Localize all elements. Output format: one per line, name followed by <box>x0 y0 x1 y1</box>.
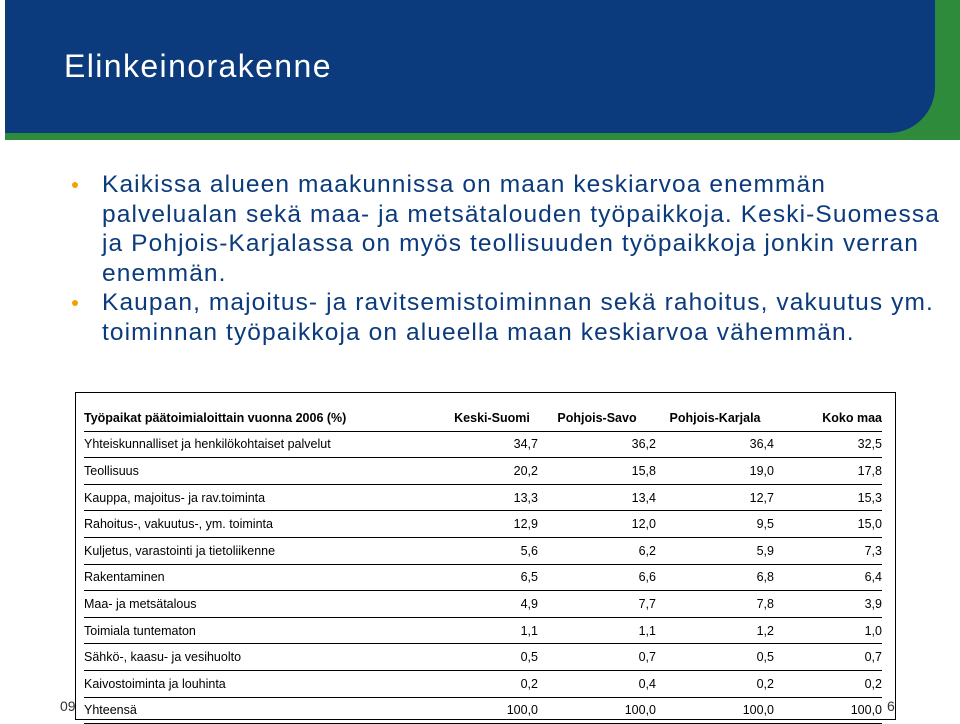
footer-date: 09 <box>60 698 76 714</box>
table-row <box>84 617 882 644</box>
table-row <box>84 511 882 538</box>
value-cell: 1,1 <box>538 617 656 644</box>
bullet-dot-icon <box>72 300 78 306</box>
value-cell: 1,0 <box>774 617 882 644</box>
value-cell: 34,7 <box>446 431 538 458</box>
value-cell: 7,3 <box>774 537 882 564</box>
table-header-row <box>84 405 882 431</box>
table-row <box>84 431 882 458</box>
bullet-item <box>72 170 942 288</box>
row-label-cell: Kauppa, majoitus- ja rav.toiminta <box>84 484 446 511</box>
row-label-cell: Kaivostoiminta ja louhinta <box>84 670 446 697</box>
value-cell: 5,9 <box>656 537 774 564</box>
value-cell: 0,2 <box>656 670 774 697</box>
value-cell: 7,8 <box>656 591 774 618</box>
value-cell: 100,0 <box>538 697 656 724</box>
value-cell: 5,6 <box>446 537 538 564</box>
value-cell: 100,0 <box>656 697 774 724</box>
value-cell: 15,0 <box>774 511 882 538</box>
table-row <box>84 591 882 618</box>
value-cell: 13,4 <box>538 484 656 511</box>
value-cell: 15,8 <box>538 458 656 485</box>
value-cell: 0,4 <box>538 670 656 697</box>
table-header-cell: Pohjois-Karjala <box>656 405 774 431</box>
row-label-cell: Rakentaminen <box>84 564 446 591</box>
bullet-dot-icon <box>72 182 78 188</box>
row-label-cell: Sähkö-, kaasu- ja vesihuolto <box>84 644 446 671</box>
value-cell: 13,3 <box>446 484 538 511</box>
table-row <box>84 537 882 564</box>
table-row <box>84 697 882 724</box>
table-header-cell: Pohjois-Savo <box>538 405 656 431</box>
employment-table-frame <box>75 392 896 720</box>
row-label-cell: Toimiala tuntematon <box>84 617 446 644</box>
value-cell: 6,5 <box>446 564 538 591</box>
value-cell: 6,6 <box>538 564 656 591</box>
row-label-cell: Maa- ja metsätalous <box>84 591 446 618</box>
bullet-text: Kaikissa alueen maakunnissa on maan keskiarvoa enemmän palvelualan sekä maa- ja metsätalouden työpaikkoja. Keski-Suomessa ja Pohjois-Karjalassa on myös teollisuuden työpaikkoja jonkin verran enemmän. <box>102 171 940 287</box>
table-row <box>84 644 882 671</box>
slide-header <box>0 0 960 140</box>
value-cell: 0,5 <box>446 644 538 671</box>
table-row <box>84 484 882 511</box>
row-label-cell: Teollisuus <box>84 458 446 485</box>
slide-title: Elinkeinorakenne <box>64 48 332 84</box>
employment-table <box>84 405 882 724</box>
table-row <box>84 564 882 591</box>
row-label-cell: Rahoitus-, vakuutus-, ym. toiminta <box>84 511 446 538</box>
value-cell: 9,5 <box>656 511 774 538</box>
table-header-cell: Työpaikat päätoimialoittain vuonna 2006 (%) <box>84 405 446 431</box>
row-label-cell: Yhteiskunnalliset ja henkilökohtaiset palvelut <box>84 431 446 458</box>
value-cell: 19,0 <box>656 458 774 485</box>
value-cell: 100,0 <box>774 697 882 724</box>
value-cell: 0,7 <box>774 644 882 671</box>
value-cell: 12,9 <box>446 511 538 538</box>
value-cell: 4,9 <box>446 591 538 618</box>
value-cell: 6,8 <box>656 564 774 591</box>
value-cell: 0,2 <box>774 670 882 697</box>
row-label-cell: Kuljetus, varastointi ja tietoliikenne <box>84 537 446 564</box>
value-cell: 0,5 <box>656 644 774 671</box>
table-header-cell: Keski-Suomi <box>446 405 538 431</box>
value-cell: 3,9 <box>774 591 882 618</box>
value-cell: 20,2 <box>446 458 538 485</box>
value-cell: 7,7 <box>538 591 656 618</box>
value-cell: 15,3 <box>774 484 882 511</box>
table-header-cell: Koko maa <box>774 405 882 431</box>
value-cell: 12,0 <box>538 511 656 538</box>
table-row <box>84 458 882 485</box>
value-cell: 0,2 <box>446 670 538 697</box>
value-cell: 100,0 <box>446 697 538 724</box>
value-cell: 1,2 <box>656 617 774 644</box>
bullet-text: Kaupan, majoitus- ja ravitsemistoiminnan sekä rahoitus, vakuutus ym. toiminnan työpaikkoja on alueella maan keskiarvoa vähemmän. <box>102 289 934 346</box>
table-body <box>84 431 882 724</box>
value-cell: 17,8 <box>774 458 882 485</box>
row-label-cell: Yhteensä <box>84 697 446 724</box>
header-left-edge <box>0 0 5 140</box>
value-cell: 6,4 <box>774 564 882 591</box>
value-cell: 36,4 <box>656 431 774 458</box>
table-row <box>84 670 882 697</box>
bullet-item <box>72 288 942 347</box>
value-cell: 32,5 <box>774 431 882 458</box>
bullet-list <box>72 170 942 347</box>
page-number: 6 <box>887 698 895 714</box>
value-cell: 36,2 <box>538 431 656 458</box>
value-cell: 1,1 <box>446 617 538 644</box>
value-cell: 12,7 <box>656 484 774 511</box>
value-cell: 6,2 <box>538 537 656 564</box>
value-cell: 0,7 <box>538 644 656 671</box>
